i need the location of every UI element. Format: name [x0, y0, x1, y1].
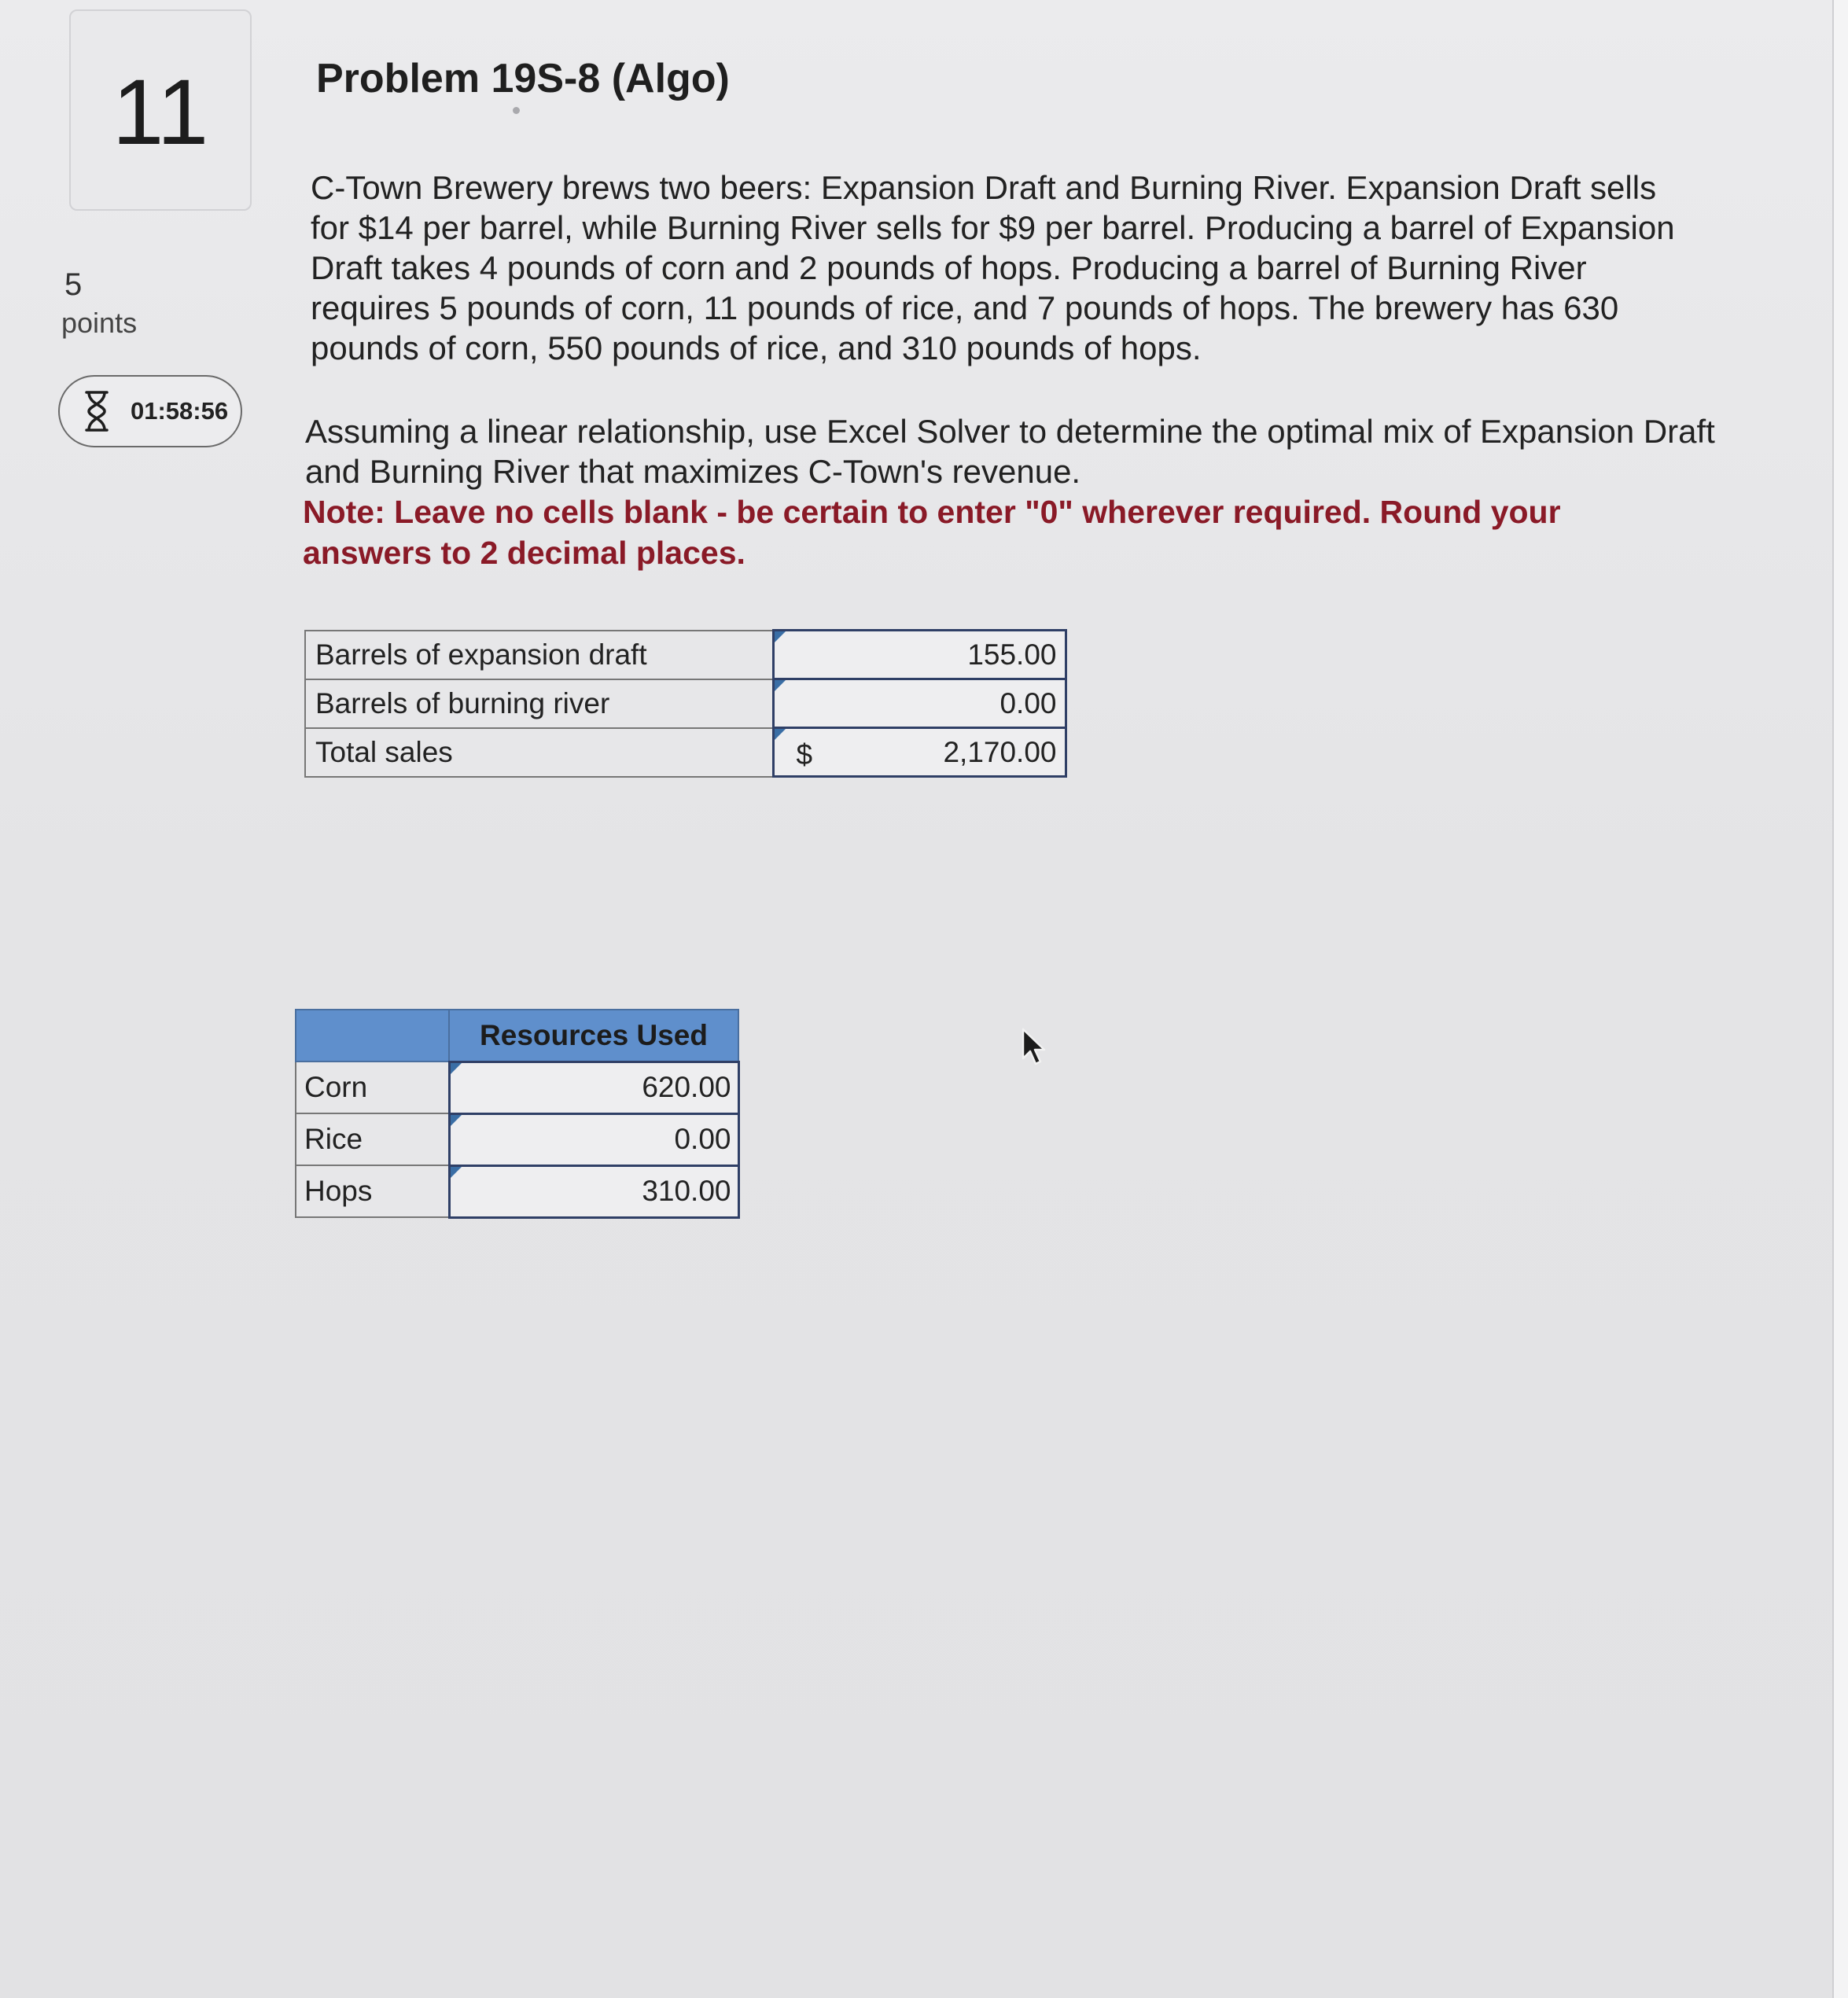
cell-marker [451, 1115, 462, 1126]
page-right-edge [1832, 0, 1848, 1998]
problem-note: Note: Leave no cells blank - be certain to enter "0" wherever required. Round your answers to 2 decimal places. [303, 494, 1561, 571]
input-corn-used[interactable] [449, 1062, 738, 1113]
decorative-dot [513, 107, 520, 114]
input-rice-used[interactable] [449, 1113, 738, 1165]
cell-marker [775, 680, 786, 691]
currency-symbol: $ [796, 738, 813, 771]
input-burning-river[interactable] [773, 679, 1066, 728]
cell-marker [775, 729, 786, 740]
row-label-total-sales: Total sales [305, 728, 773, 777]
hourglass-icon [83, 390, 110, 432]
row-label-burning-river: Barrels of burning river [305, 679, 773, 728]
table-row [305, 728, 1066, 777]
row-label-rice: Rice [296, 1113, 449, 1165]
problem-instructions: Assuming a linear relationship, use Excel Solver to determine the optimal mix of Expansion Draft and Burning River that maximizes C-Town's revenue. [305, 413, 1715, 490]
cell-marker [775, 631, 786, 642]
cell-value: 0.00 [999, 686, 1057, 719]
question-number: 11 [112, 61, 209, 164]
timer-badge[interactable] [58, 375, 242, 447]
cell-marker [451, 1063, 462, 1074]
cell-value: 0.00 [674, 1123, 731, 1155]
problem-description: C-Town Brewery brews two beers: Expansion Draft and Burning River. Expansion Draft sells for $14 per barrel, while Burning River sells for $9 per barrel. Producing a barrel of Expansion Draft takes 4 pounds of corn and 2 pounds of hops. Producing a barrel of Burning River requires 5 pounds of corn, 11 pounds of rice, and 7 pounds of hops. The brewery has 630 pounds of corn, 550 pounds of rice, and 310 pounds of hops. [311, 169, 1675, 366]
timer-text: 01:58:56 [131, 397, 229, 425]
problem-title: Problem 19S-8 (Algo) [316, 56, 730, 101]
cell-marker [451, 1167, 462, 1178]
input-total-sales[interactable] [773, 728, 1066, 777]
table-row [296, 1113, 738, 1165]
points-value: 5 [64, 267, 83, 302]
table-row [305, 679, 1066, 728]
table-row [305, 631, 1066, 679]
resources-table [295, 1009, 740, 1219]
question-number-box [69, 9, 252, 211]
cell-value: 2,170.00 [943, 735, 1057, 768]
table-row [296, 1062, 738, 1113]
points-label: points [61, 307, 138, 339]
table-header-row [296, 1010, 738, 1062]
header-resources-used: Resources Used [449, 1010, 738, 1062]
results-table [304, 629, 1067, 778]
table-row [296, 1165, 738, 1217]
cell-value: 310.00 [642, 1175, 731, 1207]
row-label-corn: Corn [296, 1062, 449, 1113]
input-expansion-draft[interactable] [773, 631, 1066, 679]
row-label-hops: Hops [296, 1165, 449, 1217]
cell-value: 155.00 [967, 638, 1057, 671]
cell-value: 620.00 [642, 1071, 731, 1103]
input-hops-used[interactable] [449, 1165, 738, 1217]
mouse-pointer-icon [1021, 1027, 1047, 1068]
header-blank-cell [296, 1010, 449, 1062]
row-label-expansion-draft: Barrels of expansion draft [305, 631, 773, 679]
